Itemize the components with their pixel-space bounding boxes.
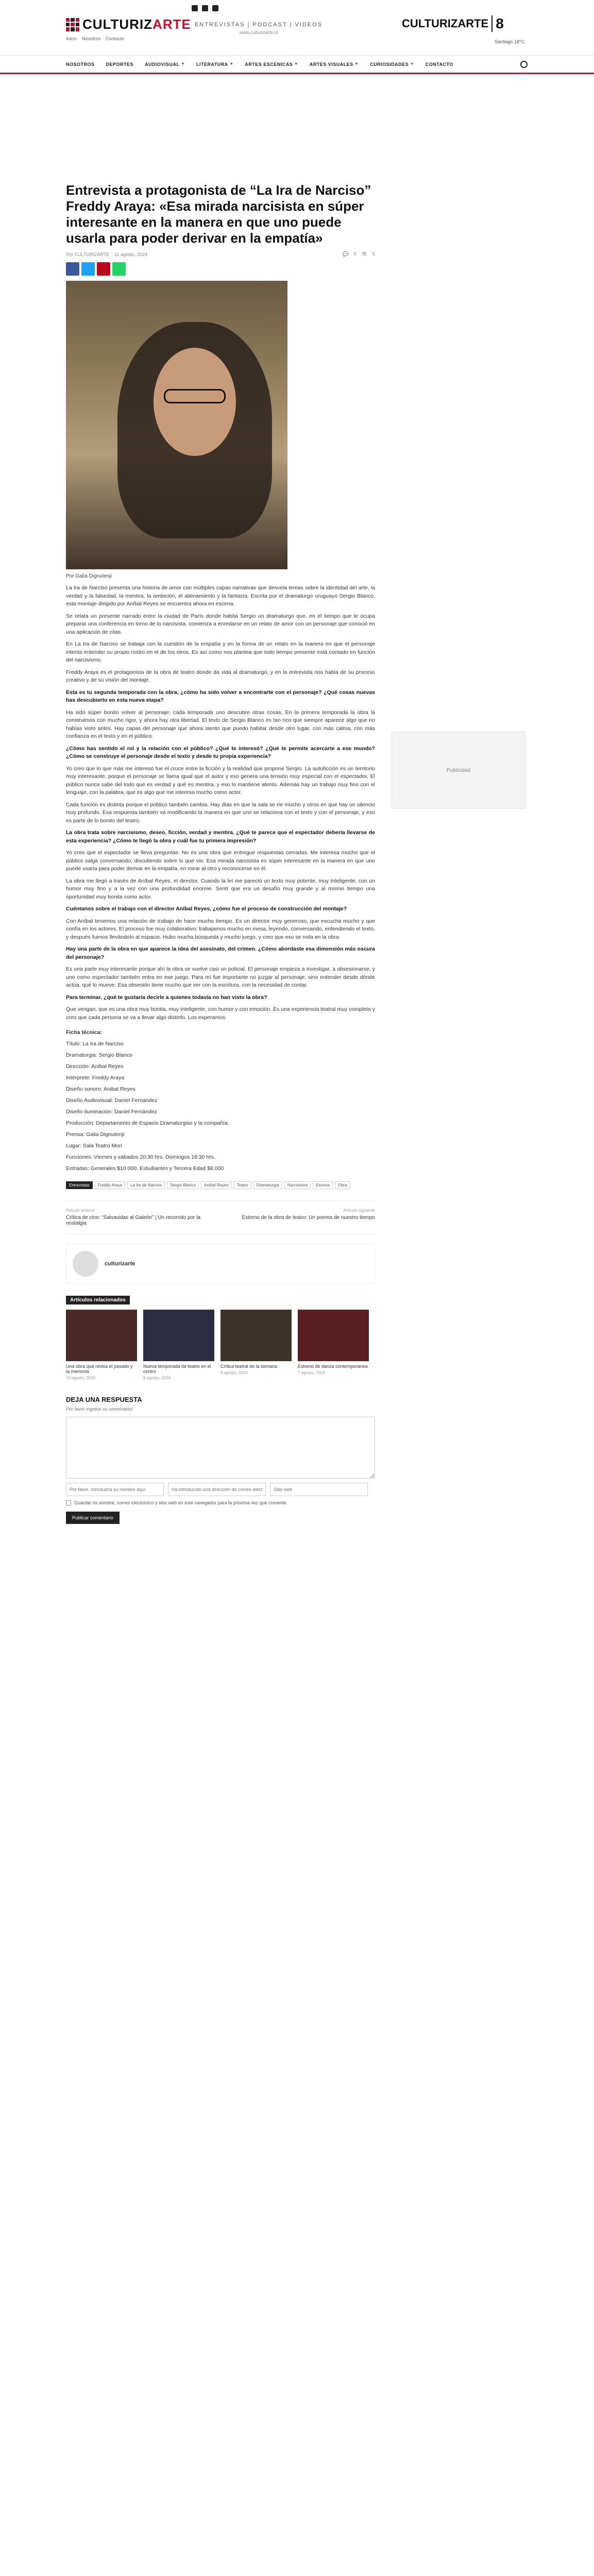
header-url: www.culturizarte.cl [239, 30, 278, 35]
article-paragraph: Que vengan, que es una obra muy bonita, muy inteligente, con humor y con emoción. Es una experiencia teatral muy completa y creo que cada persona se va a llevar algo distinto. Los esperamos. [66, 1006, 375, 1021]
interview-question: ¿Cómo has sentido el rol y la relación con el público? ¿Qué te interesó? ¿Qué te permite acercarte a ese mundo? ¿Cómo se construye el personaje desde el texto y desde tu propia experiencia? [66, 745, 375, 759]
top-link-inicio[interactable]: Inicio [66, 36, 77, 41]
related-thumbnail[interactable] [66, 1310, 137, 1361]
nav-item-nosotros[interactable]: NOSOTROS [66, 61, 95, 67]
article-photo [66, 281, 287, 569]
avatar [73, 1251, 98, 1277]
tag-link[interactable]: Narcisismo [284, 1181, 311, 1189]
share-whatsapp-button[interactable] [112, 262, 126, 276]
related-title[interactable]: Una obra que revisa el pasado y la memoria [66, 1364, 133, 1374]
top-link-nosotros[interactable]: Nosotros [82, 36, 101, 41]
related-article[interactable] [143, 1310, 214, 1380]
share-pinterest-button[interactable] [97, 262, 110, 276]
credit-line: Entradas: Generales $10.000. Estudiantes y Tercera Edad $8.000 [66, 1165, 224, 1172]
chevron-down-icon: ▼ [294, 62, 298, 66]
checkbox-box[interactable] [66, 1500, 71, 1505]
interview-question: La obra trata sobre narcisismo, deseo, ficción, verdad y mentira. ¿Qué te parece que el espectador debería llevarse de esta experiencia? ¿Cómo te llegó la obra y cuál fue tu primera impresión? [66, 829, 375, 844]
email-field[interactable] [168, 1483, 266, 1496]
article [66, 182, 375, 1524]
weather-widget: Santiago 18°C [495, 39, 525, 44]
prev-post-title[interactable]: Crítica de cine: “Salvavidas al Galeón” | Un recorrido por la nostalgia [66, 1215, 201, 1226]
article-paragraph: Yo creo que el espectador se lleva preguntas. No es una obra que entregue respuestas cerradas. Me interesa mucho que el público salga conversando, discutiendo sobre lo que vio. Esa mirada narcisista es súper interesante en la manera en que uno puede usarla para poder derivar en la empatía, en mirar al otro y reconocerse en él. [66, 850, 375, 872]
sidebar [382, 182, 528, 2576]
next-post-title[interactable]: Estreno de la obra de teatro: Un poema de nuestro tiempo [242, 1215, 375, 1221]
tag-link[interactable]: La Ira de Narciso [127, 1181, 165, 1189]
credit-line: Prensa: Galia Dignutenji [66, 1131, 125, 1138]
article-paragraph: Con Aníbal tenemos una relación de trabajo de hace mucho tiempo. Es un director muy generoso, que escucha mucho y que confía en los actores. El proceso fue muy colaborativo; trabajamos mucho en mesa, leyendo, conversando, entendiendo el texto, y después fuimos llevándolo al espacio. Hubo mucha búsqueda y mucho juego, y creo que eso se nota en la obra. [66, 918, 375, 940]
article-paragraph: La Ira de Narciso presenta una historia de amor con múltiples capas narrativas que desvela temas sobre la identidad del arte, la verdad y la falsedad, la mentira, la ambición, el alienamiento y la fantasía. Escrita por el dramaturgo uruguayo Sergio Blanco, esta montaje dirigido por Aníbal Reyes se encuentra ahora en escena. [66, 585, 375, 607]
nav-item-curiosidades[interactable]: CURIOSIDADES ▼ [370, 61, 414, 67]
interview-question: Hay una parte de la obra en que aparece la idea del asesinato, del crimen. ¿Cómo abordaste esa dimensión más oscura del personaje? [66, 946, 375, 960]
article-paragraph: Freddy Araya es el protagonista de la obra de teatro donde da vida al dramaturgo, y en la entrevista nos habla de su proceso creativo y de su visión del montaje. [66, 669, 375, 683]
related-date: 8 agosto, 2024 [220, 1370, 248, 1375]
next-post[interactable] [226, 1208, 375, 1226]
right-logo[interactable] [402, 15, 504, 32]
share-buttons [66, 262, 375, 276]
related-header: Artículos relacionados [66, 1296, 130, 1304]
right-logo-text: CULTURIZARTE [402, 17, 489, 30]
top-link-contacto[interactable]: Contacto [106, 36, 125, 41]
share-twitter-button[interactable] [81, 262, 95, 276]
article-meta [66, 251, 375, 257]
article-paragraph: La obra me llegó a través de Aníbal Reyes, el director. Cuando la leí me pareció un texto muy potente, muy inteligente, con un humor muy fino y a la vez con una profundidad enorme. Sentí que era un desafío muy grande y al mismo tiempo una oportunidad muy bonita como actor. [66, 877, 375, 900]
credit-line: Diseño iluminación: Daniel Fernández [66, 1109, 157, 1115]
logo-mark [66, 18, 79, 31]
credit-line: Dirección: Aníbal Reyes [66, 1063, 124, 1070]
twitter-icon[interactable] [202, 5, 208, 11]
website-field[interactable] [270, 1483, 368, 1496]
article-paragraph: Cada función es distinta porque el público también cambia. Hay días en que la sala se ríe mucho y otros en que hay un silencio muy profundo. Esa respuesta también va modificando la manera en que uno se relaciona con el texto y con el personaje, y eso es parte de lo bonito del teatro. [66, 801, 375, 824]
related-date: 7 agosto, 2024 [298, 1370, 325, 1375]
tag-list [66, 1181, 375, 1189]
nav-item-deportes[interactable]: DEPORTES [106, 61, 134, 67]
credits-heading: Ficha técnica: [66, 1029, 103, 1036]
checkbox-label: Guardar mi nombre, correo electrónico y sitio web en este navegador para la próxima vez que comente. [74, 1500, 288, 1505]
tag-link[interactable]: Obra [335, 1181, 350, 1189]
related-thumbnail[interactable] [143, 1310, 214, 1361]
prev-post-label: Artículo anterior [66, 1208, 95, 1213]
instagram-icon[interactable] [212, 5, 218, 11]
article-body [66, 584, 375, 1022]
credit-line: Funciones: Viernes y sábados 20:30 hrs. Domingos 19:30 hrs. [66, 1154, 215, 1160]
article-title: Entrevista a protagonista de “La Ira de Narciso” Freddy Araya: «Esa mirada narcisista en súper interesante en la manera en que uno puede usarla para poder derivar en la empatía» [66, 182, 371, 246]
nav-item-literatura[interactable]: LITERATURA ▼ [196, 61, 234, 67]
chevron-down-icon: ▼ [410, 62, 414, 66]
facebook-icon[interactable] [192, 5, 198, 11]
comment-textarea[interactable] [66, 1417, 375, 1479]
related-thumbnail[interactable] [220, 1310, 292, 1361]
reply-note: Por favor ingrese su comentario! [66, 1406, 133, 1412]
credit-line: Dramaturgia: Sergio Blanco [66, 1052, 132, 1058]
search-icon[interactable] [520, 61, 528, 68]
related-title[interactable]: Estreno de danza contemporánea [298, 1364, 368, 1369]
tag-link[interactable]: Teatro [233, 1181, 251, 1189]
interview-question: Para terminar, ¿qué te gustaría decirle a quienes todavía no han visto la obra? [66, 994, 267, 1001]
views-count: 5 [372, 251, 375, 257]
credit-line: Diseño Audiovisual: Daniel Fernández [66, 1097, 158, 1104]
chevron-down-icon: ▼ [354, 62, 359, 66]
sidebar-ad[interactable]: Publicidad [392, 732, 525, 809]
article-paragraph: Yo creo que lo que más me interesó fue el cruce entre la ficción y la realidad que propone Sergio. La autoficción es un territorio muy interesante, porque el personaje se llama igual que el autor y eso genera una tensión muy especial con el espectador. El público nunca sabe del todo qué es verdad y qué es mentira, y eso lo mantiene atento. Además hay un trabajo muy fino con el lenguaje, con la palabra, que es algo que me interesa mucho como actor. [66, 765, 375, 795]
tag-link[interactable]: Freddy Araya [95, 1181, 126, 1189]
name-field[interactable] [66, 1483, 164, 1496]
site-header [0, 0, 594, 56]
logo-text: CULTURIZARTE [82, 16, 191, 32]
credit-line: Intérprete: Freddy Araya [66, 1075, 125, 1081]
post-navigation [66, 1200, 375, 1234]
article-paragraph: En La Ira de Narciso se trabaja con la cuestión de la empatía y en la forma de un relato en la manera en que el personaje intenta entender su propio rostro en el de los otros. Es así como nos plantea que todo tiempo presente está contado en función del narcisismo. [66, 641, 375, 663]
header-tagline: ENTREVISTAS | PODCAST | VIDEOS [194, 22, 323, 28]
related-article[interactable] [298, 1310, 369, 1380]
nav-item-artes-escenicas[interactable]: ARTES ESCENICAS ▼ [245, 61, 298, 67]
prev-post[interactable] [66, 1208, 215, 1226]
author-name[interactable]: culturizarte [105, 1261, 135, 1267]
related-date: 10 agosto, 2024 [66, 1376, 96, 1380]
social-icons [192, 5, 218, 11]
credit-line: Diseño sonoro: Anibal Reyes [66, 1086, 135, 1092]
related-article[interactable] [66, 1310, 137, 1380]
reply-heading: DEJA UNA RESPUESTA [66, 1396, 142, 1403]
article-date: 11 agosto, 2024 [114, 251, 148, 257]
related-articles [66, 1310, 375, 1380]
related-date: 9 agosto, 2024 [143, 1376, 171, 1380]
reply-form [66, 1396, 375, 1524]
article-paragraph: Ha sido súper bonito volver al personaje; cada temporada uno descubre otras cosas. En la primera temporada la obra la construimos con mucho rigor, y ahora hay otra libertad. El texto de Sergio Blanco es tan rico que siempre aparece algo que no habías visto antes. Hay capas del personaje que ahora siento que puedo habitar desde otro lugar, con más calma, con más confianza en el texto y en el público. [66, 709, 375, 739]
interview-question: Cuéntanos sobre el trabajo con el director Aníbal Reyes, ¿cómo fue el proceso de construcción del montaje? [66, 906, 347, 912]
right-logo-number: 8 [491, 15, 504, 32]
views-icon: 👁 [361, 251, 367, 257]
nav-item-audiovisual[interactable]: AUDIOVISUAL ▼ [145, 61, 185, 67]
photo-glasses [164, 389, 226, 403]
nav-item-contacto[interactable]: CONTACTO [425, 61, 453, 67]
site-logo[interactable] [66, 16, 191, 32]
save-info-checkbox[interactable] [66, 1500, 375, 1505]
main-nav [0, 56, 594, 74]
next-post-label: Artículo siguiente [343, 1208, 375, 1213]
tag-link[interactable]: Aníbal Reyes [201, 1181, 232, 1189]
related-title[interactable]: Nueva temporada de teatro en el centro [143, 1364, 211, 1374]
related-article[interactable] [220, 1310, 292, 1380]
tag-link[interactable]: Entrevistas [66, 1181, 93, 1189]
comment-count[interactable]: 0 [353, 251, 357, 257]
tag-link[interactable]: Sergio Blanco [167, 1181, 199, 1189]
chevron-down-icon: ▼ [229, 62, 234, 66]
article-author[interactable]: Por CULTURIZARTE [66, 251, 110, 257]
article-paragraph: Es una parte muy interesante porque ahí la obra se vuelve casi un policial. El personaje empieza a investigar, a obsesionarse, y uno como espectador también entra en ese juego. Para mí fue importante no juzgar al personaje, sino entender desde dónde actúa, qué lo mueve. Esa obsesión tiene mucho que ver con la escritura, con la necesidad de contar. [66, 966, 375, 988]
related-thumbnail[interactable] [298, 1310, 369, 1361]
credit-line: Producción: Departamento de Espacio Dramaturgias y la compañía. [66, 1120, 229, 1126]
comment-icon: 💬 [343, 251, 349, 257]
photo-caption: Por Galia Dignutenji [66, 573, 112, 579]
chevron-down-icon: ▼ [181, 62, 185, 66]
article-paragraph: Se relata un presente narrado entre la ciudad de París donde habita Sergio un dramaturgo que, en el tiempo que le ocupa preparar una conferencia en torno de lo narcisista, comienza a enredarse en un relato de amor con un personaje que conoció en una aplicación de citas. [66, 613, 375, 635]
share-facebook-button[interactable] [66, 262, 79, 276]
credit-line: Título: La Ira de Narciso [66, 1041, 124, 1047]
related-title[interactable]: Crítica teatral de la semana [220, 1364, 278, 1369]
interview-question: Esta es tu segunda temporada con la obra, ¿cómo ha sido volver a encontrarte con el personaje? ¿Qué cosas nuevas has descubierto en esta nueva etapa? [66, 689, 375, 703]
submit-comment-button[interactable]: Publicar comentario [66, 1512, 120, 1524]
credit-line: Lugar: Sala Teatro Mori [66, 1143, 122, 1149]
top-links [66, 36, 124, 41]
author-box [66, 1244, 375, 1283]
tag-link[interactable]: Dramaturgia [253, 1181, 282, 1189]
credits [66, 1028, 375, 1173]
nav-item-artes-visuales[interactable]: ARTES VISUALES ▼ [309, 61, 359, 67]
tag-link[interactable]: Escena [313, 1181, 333, 1189]
